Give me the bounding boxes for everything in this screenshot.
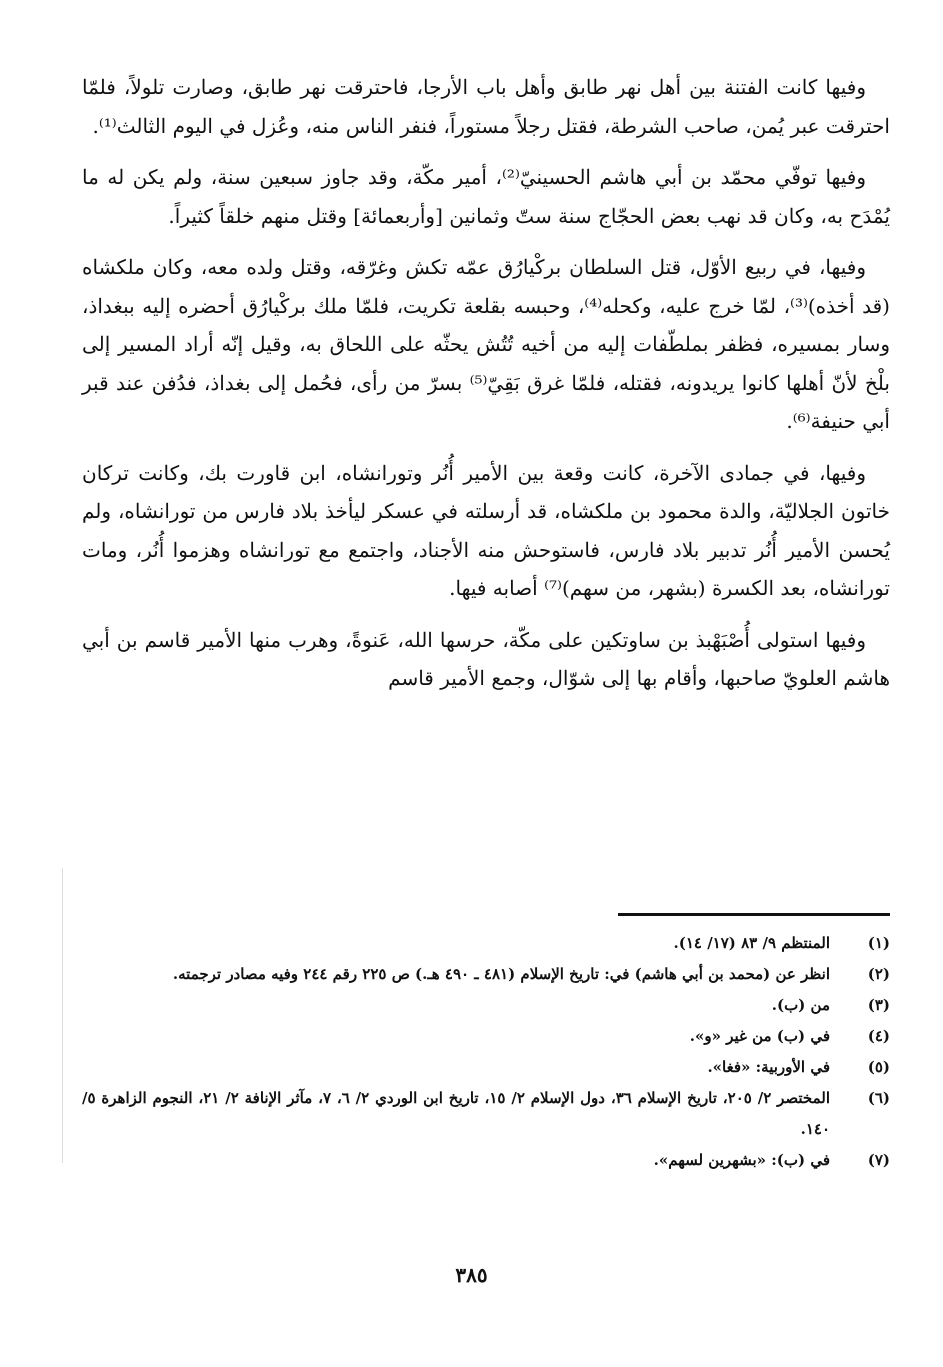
- footnotes: [82, 928, 890, 1176]
- footnote-number: (٢): [867, 965, 890, 983]
- main-text: [82, 68, 890, 711]
- footnote-number: (٧): [867, 1151, 890, 1169]
- paragraph-4: وفيها، في جمادى الآخرة، كانت وقعة بين الأمير أُنُر وتورانشاه، ابن قاورت بك، وكانت تركان خاتون الجلاليّة، والدة محمود بن ملكشاه، قد أرسلته في عسكر ليأخذ بلاد فارس من تورانشاه، ولم يُحسن الأمير أُنُر تدبير بلاد فارس، فاستوحش منه الأجناد، واجتمع مع تورانشاه وهزموا أُنُر، ومات تورانشاه، بعد الكسرة (بشهر، من سهم)⁽⁷⁾ أصابه فيها.: [82, 460, 891, 600]
- footnote-5: [82, 1052, 890, 1083]
- paragraph-3: وفيها، في ربيع الأوّل، قتل السلطان بركْيارُق عمّه تكش وغرّقه، وقتل ولده معه، وكان ملكشاه (قد أخذه)⁽³⁾، لمّا خرج عليه، وكحله⁽⁴⁾، وحبسه بقلعة تكريت، فلمّا ملك بركْيارُق أحضره إليه ببغداذ، وسار بمسيره، فظفر بملطّفات إليه من أخيه تُتُش يحثّه على اللحاق به، وقيل إنّه أراد المسير إلى بلْخ لأنّ أهلها كانوا يريدونه، فقتله، فلمّا غرق بَقِيّ⁽⁵⁾ بسرّ من رأى، فحُمل إلى بغداذ، فدُفن عند قبر أبي حنيفة⁽⁶⁾.: [82, 255, 890, 433]
- page-number: ٣٨٥: [455, 1263, 488, 1287]
- footnote-number: (١): [867, 934, 890, 952]
- paragraph-5: وفيها استولى أُصْبَهْبذ بن ساوتكين على مكّة، حرسها الله، عَنوةً، وهرب منها الأمير قاسم بن أبي هاشم العلويّ صاحبها، وأقام بها إلى شوّال، وجمع الأمير قاسم: [82, 627, 890, 690]
- footnote-separator: [618, 913, 890, 916]
- footnote-number: (٦): [867, 1089, 890, 1107]
- paragraph-2: وفيها توفّي محمّد بن أبي هاشم الحسينيّ⁽²⁾، أمير مكّة، وقد جاوز سبعين سنة، ولم يكن له ما يُمْدَح به، وكان قد نهب بعض الحجّاج سنة ستّ وثمانين [وأربعمائة] وقتل منهم خلقاً كثيراً.: [82, 165, 890, 228]
- footnote-text: في الأوربية: «فغا».: [707, 1058, 830, 1076]
- footnote-text: المنتظم ٩/ ٨٣ (١٧/ ١٤).: [673, 934, 830, 952]
- scan-margin-mark: [62, 868, 63, 1163]
- footnote-number: (٤): [867, 1027, 890, 1045]
- footnote-text: المختصر ٢/ ٢٠٥، تاريخ الإسلام ٣٦، دول الإسلام ٢/ ١٥، تاريخ ابن الوردي ٢/ ٦، ٧، مآثر الإنافة ٢/ ٢١، النجوم الزاهرة ٥/ ١٤٠.: [82, 1089, 831, 1138]
- footnote-text: في (ب) من غير «و».: [689, 1027, 830, 1045]
- footnote-text: من (ب).: [771, 996, 830, 1014]
- footnote-3: [82, 990, 890, 1021]
- footnote-number: (٥): [867, 1058, 890, 1076]
- footnote-1: [82, 928, 890, 959]
- paragraph-1: وفيها كانت الفتنة بين أهل نهر طابق وأهل باب الأرجا، فاحترقت نهر طابق، وصارت تلولاً، فلمّا احترقت عبر يُمن، صاحب الشرطة، فقتل رجلاً مستوراً، فنفر الناس منه، وعُزل في اليوم الثالث⁽¹⁾.: [82, 75, 890, 138]
- footnote-text: انظر عن (محمد بن أبي هاشم) في: تاريخ الإسلام (٤٨١ ـ ٤٩٠ هـ.) ص ٢٢٥ رقم ٢٤٤ وفيه مصادر ترجمته.: [172, 965, 830, 983]
- footnote-text: في (ب): «بشهرين لسهم».: [653, 1151, 830, 1169]
- footnote-2: [82, 959, 890, 990]
- footnote-7: [82, 1145, 890, 1176]
- footnote-4: [82, 1021, 890, 1052]
- footnote-number: (٣): [867, 996, 890, 1014]
- footnote-6: [82, 1083, 890, 1145]
